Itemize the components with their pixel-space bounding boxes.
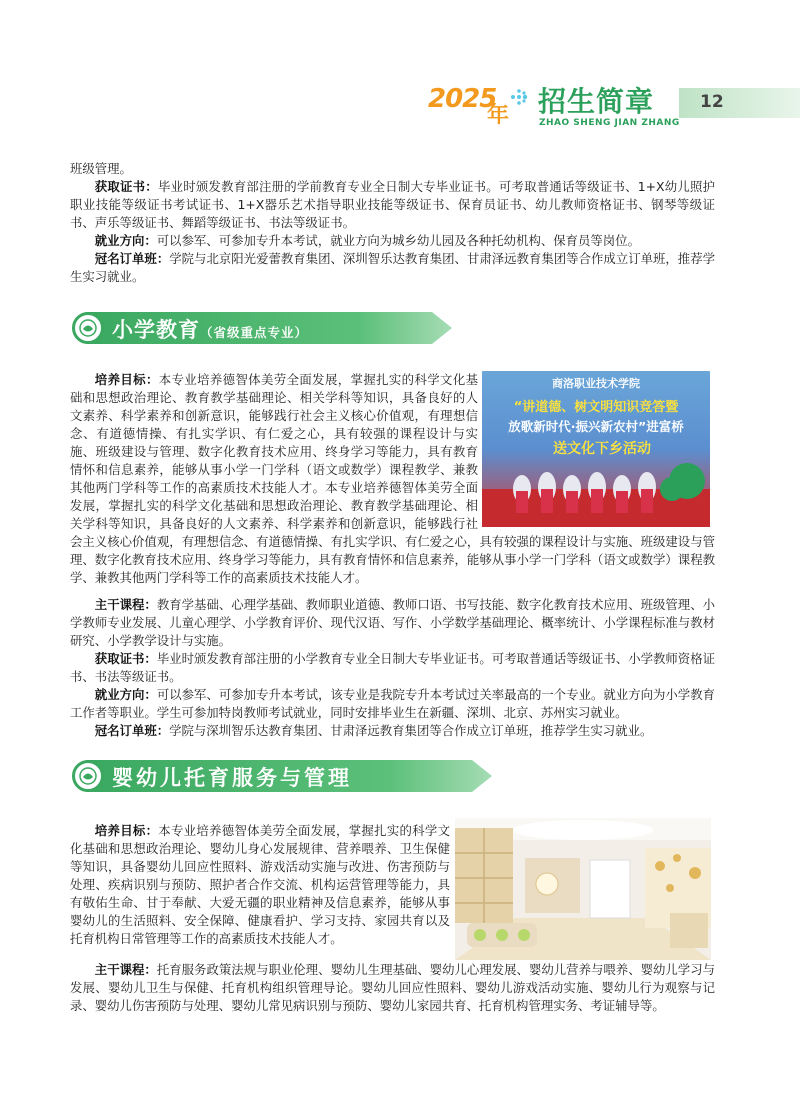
primary-job [70, 686, 715, 722]
school-logo-icon [72, 312, 104, 344]
school-logo-icon [72, 760, 104, 792]
cert-text: 毕业时颁发教育部注册的小学教育专业全日制大专毕业证书。可考取普通话等级证书、小学教师资格证书、书法等级证书。 [70, 651, 716, 684]
header-year-char: 年 [487, 103, 510, 128]
preschool-tail [70, 160, 715, 286]
image-float-spacer [478, 371, 715, 527]
job-label: 就业方向： [94, 233, 157, 248]
image-float-spacer [450, 822, 715, 964]
job-text: 可以参军、可参加专升本考试，该专业是我院专升本考试过关率最高的一个专业。就业方向为小学教育工作者等职业。学生可参加特岗教师考试就业，同时安排毕业生在新疆、深圳、北京、苏州实习就业。 [70, 687, 716, 720]
goal-label: 培养目标： [94, 823, 159, 838]
photo-caption-school: 商洛职业技术学院 [552, 377, 640, 390]
cert-label: 获取证书： [94, 651, 157, 666]
course-text: 托育服务政策法规与职业伦理、婴幼儿生理基础、婴幼儿心理发展、婴幼儿营养与喂养、婴幼儿学习与发展、婴幼儿卫生与保健、托育机构组织管理导论。婴幼儿回应性照料、婴幼儿游戏活动实施、婴幼儿行为观察与记录、婴幼儿伤害预防与处理、婴幼儿常见病识别与预防、婴幼儿家园共育、托育机构管理实务、考证辅导等。 [70, 962, 716, 1013]
course-label: 主干课程： [94, 962, 157, 977]
order-label: 冠名订单班： [94, 251, 170, 266]
section-title: 婴幼儿托育服务与管理 [112, 766, 352, 790]
order-text: 学院与北京阳光爱蕾教育集团、深圳智乐达教育集团、甘肃泽远教育集团等合作成立订单班，推荐学生实习就业。 [70, 251, 716, 284]
job-text: 可以参军、可参加专升本考试，就业方向为城乡幼儿园及各种托幼机构、保育员等岗位。 [156, 233, 640, 248]
photo-caption-line3: 送文化下乡活动 [553, 441, 651, 457]
arrow-right-icon [508, 84, 534, 110]
section-banner-primary [72, 312, 452, 344]
preschool-line0: 班级管理。 [70, 161, 132, 176]
page-header [0, 78, 800, 138]
photo-caption-line1: “讲道德、树文明知识竞答暨 [513, 400, 679, 415]
goal-text: 本专业培养德智体美劳全面发展，掌握扎实的科学文化基础和思想政治理论、婴幼儿身心发展规律、营养喂养、卫生保健等知识，具备婴幼儿回应性照料、游戏活动实施与改进、伤害预防与处理、疾病识别与预防、照护者合作交流、机构运营管理等能力，具有敬佑生命、甘于奉献、大爱无疆的职业精神及信息素养，能够从事婴幼儿的生活照料、安全保障、健康看护、学习支持、家园共育以及托育机构日常管理等工作的高素质技术技能人才。 [70, 823, 451, 946]
goal-text: 本专业培养德智体美劳全面发展，掌握扎实的科学文化基础和思想政治理论、教育教学基础理论、相关学科等知识，具备良好的人文素养、科学素养和创新意识，能够践行社会主义核心价值观，有理想信念、有道德情操、有扎实学识、有仁爱之心，具有较强的课程设计与实施、班级建设与管理、数字化教育技术应用、终身学习等能力，具有教育情怀和信息素养，能够从事小学一门学科（语文或数学）课程教学、兼教其他两门学科等工作的高素质技术技能人才。本专业培养德智体美劳全面发展，掌握扎实的科学文化基础和思想政治理论、教育教学基础理论、相关学科等知识，具备良好的人文素养、科学素养和创新意识，能够践行社会主义核心价值观，有理想信念、有道德情操、有扎实学识、有仁爱之心，具有较强的课程设计与实施、班级建设与管理、数字化教育技术应用、终身学习等能力，具有教育情怀和信息素养，能够从事小学一门学科（语文或数学）课程教学、兼教其他两门学科等工作的高素质技术技能人才。 [70, 372, 715, 585]
primary-rest [70, 596, 715, 740]
page-number: 12 [700, 92, 724, 112]
cert-text: 毕业时颁发教育部注册的学前教育专业全日制大专毕业证书。可考取普通话等级证书、1+X幼儿照护职业技能等级证书考试证书、1+X器乐艺术指导职业技能等级证书、保育员证书、幼儿教师资格证书、钢琴等级证书、声乐等级证书、舞蹈等级证书、书法等级证书。 [70, 179, 715, 230]
primary-course [70, 596, 715, 650]
section-banner-infant [72, 760, 492, 792]
photo-caption-line2: 放歌新时代·振兴新农村”进富桥 [508, 419, 684, 434]
primary-goal [70, 371, 715, 587]
preschool-cert [70, 178, 715, 232]
preschool-order [70, 250, 715, 286]
order-label: 冠名订单班： [94, 723, 170, 738]
infant-goal [70, 822, 715, 964]
primary-cert [70, 650, 715, 686]
order-text: 学院与深圳智乐达教育集团、甘肃泽远教育集团等合作成立订单班，推荐学生实习就业。 [169, 723, 653, 738]
header-year: 2025 [428, 84, 497, 114]
section-title [112, 314, 308, 344]
page-number-bar [679, 88, 800, 118]
header-title: 招生简章 [538, 85, 655, 118]
primary-order [70, 722, 715, 740]
course-label: 主干课程： [94, 597, 157, 612]
goal-label: 培养目标： [94, 372, 159, 387]
infant-course [70, 961, 715, 1015]
section-title-text: 小学教育 [112, 318, 200, 342]
preschool-job [70, 232, 715, 250]
cert-label: 获取证书： [94, 179, 158, 194]
section-subtitle: （省级重点专业） [200, 325, 309, 340]
course-text: 教育学基础、心理学基础、教师职业道德、教师口语、书写技能、数字化教育技术应用、班级管理、小学教师专业发展、儿童心理学、小学教育评价、现代汉语、写作、小学数学基础理论、概率统计、小学课程标准与教材研究、小学教学设计与实施。 [70, 597, 716, 648]
header-pinyin: ZHAO SHENG JIAN ZHANG [539, 118, 680, 128]
job-label: 就业方向： [94, 687, 157, 702]
